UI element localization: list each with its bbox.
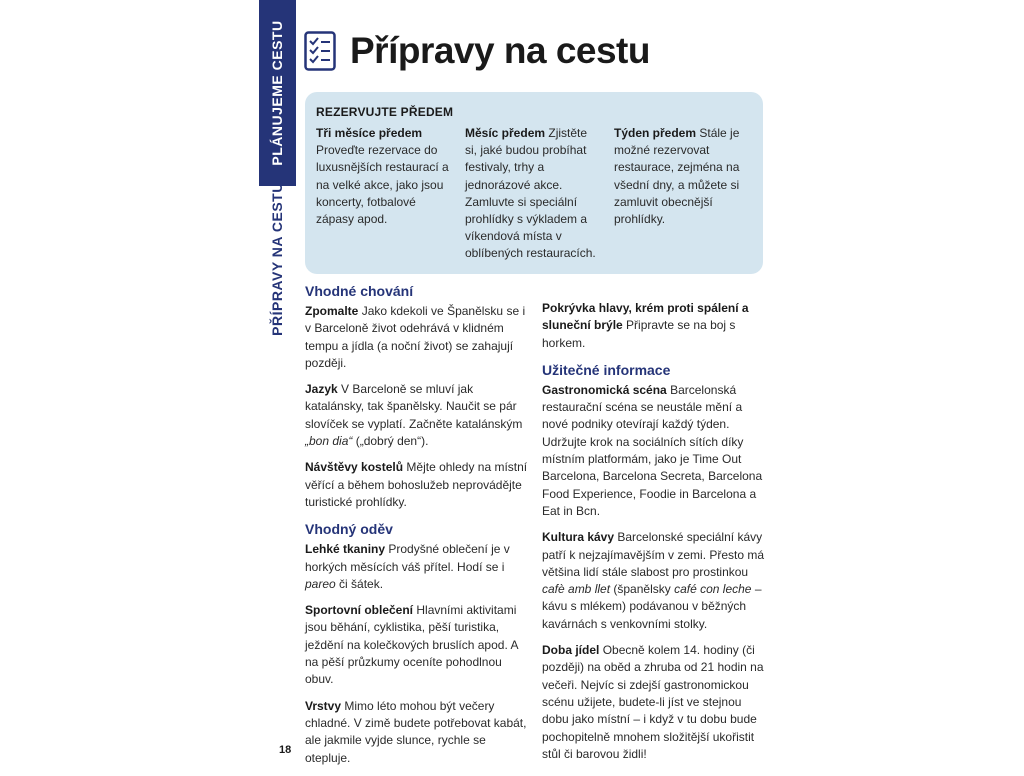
clothing-item [542, 300, 767, 352]
behavior-heading: Vhodné chování [305, 283, 414, 299]
left-column [305, 282, 528, 776]
item-lead: Návštěvy kostelů [305, 460, 404, 475]
item-lead: Sportovní oblečení [305, 603, 414, 618]
item-text: Barcelonská restaurační scéna se neustále mění a nové podniky otevírají každý týden. Udržujte krok na sociálních sítích díky místním platformám, jako je Time Out Barcelona, Barcelona Secreta, Barcelona Food Experience, Foodie in Barcelona a Eat in Bcn. [542, 382, 763, 518]
item-tail: – kávu s mlékem) podávanou v běžných kavárnách s venkovními stolky. [542, 582, 762, 631]
booking-heading: REZERVUJTE PŘEDEM [316, 105, 454, 119]
item-tail: či šátek. [339, 576, 384, 591]
booking-item-lead: Měsíc předem [465, 126, 546, 140]
info-heading: Užitečné informace [542, 361, 671, 378]
item-text: Obecně kolem 14. hodiny (či později) na oběd a zhruba od 21 hodin na večeři. Nejvíc si zdejší gastronomickou scénu užijete, budete-li jíst ve stejnou dobu jako místní – i když v tu dobu bude pochopitelně mnohem složitější ukořistit stůl či barovou židli! [542, 643, 764, 761]
booking-item-lead: Týden předem [614, 126, 697, 140]
item-lead: Kultura kávy [542, 530, 615, 545]
booking-item [614, 125, 749, 263]
item-lead: Vrstvy [305, 698, 342, 713]
booking-item-text: Proveďte rezervace do luxusnějších restaurací a na velké akce, jako jsou koncerty, fotbalové zápasy apod. [316, 143, 449, 227]
item-italic-2: café con leche [674, 582, 752, 597]
booking-item-text: Zjistěte si, jaké budou probíhat festivaly, trhy a jednorázové akce. Zamluvte si speciální prohlídky s výkladem a víkendová místa v oblíbených restauracích. [465, 126, 596, 261]
item-text: Hlavními aktivitami jsou běhání, cyklistika, pěší turistika, ježdění na kolečkových bruslích apod. A na pěší průzkumy oceníte pohodlnou obuv. [305, 603, 518, 687]
item-lead: Zpomalte [305, 304, 359, 318]
right-column [542, 300, 767, 772]
booking-box [305, 92, 763, 274]
item-lead: Lehké tkaniny [305, 542, 386, 557]
item-text: Barcelonské speciální kávy patří k nejzajímavějším v zemi. Přesto má většina lidí stále slabost pro prostinkou [542, 530, 765, 579]
booking-item-lead: Tři měsíce předem [316, 126, 423, 140]
info-item [542, 529, 767, 633]
checklist-icon [304, 31, 336, 71]
item-text: Jako kdekoli ve Španělsku se i v Barceloně život odehrává v klidném tempu a jídla (a noční život) se zahajují později. [305, 304, 526, 370]
info-item [542, 382, 767, 520]
item-lead: Doba jídel [542, 643, 600, 658]
booking-item [316, 125, 451, 263]
page-number: 18 [279, 744, 292, 756]
clothing-item [305, 698, 528, 767]
page-title: Přípravy na cestu [350, 30, 650, 71]
clothing-heading: Vhodný oděv [305, 521, 393, 538]
item-mid: (španělsky [613, 582, 671, 597]
behavior-item [305, 459, 528, 511]
item-italic: „bon dia“ [305, 434, 353, 449]
item-italic: cafè amb llet [542, 582, 611, 597]
item-text: Mějte ohledy na místní věřící a během bohoslužeb neprovádějte turistické prohlídky. [305, 460, 528, 509]
item-tail: („dobrý den“). [355, 434, 429, 449]
booking-item [465, 125, 600, 263]
item-lead: Gastronomická scéna [542, 382, 667, 397]
item-text: Mimo léto mohou být večery chladné. V zimě budete potřebovat kabát, ale jakmile vyjde slunce, rychle se otepluje. [305, 698, 527, 765]
booking-item-text: Stále je možné rezervovat restaurace, zejména na všední dny, a můžete si zamluvit obecnější prohlídky. [614, 126, 740, 227]
clothing-item [305, 602, 528, 688]
item-text: Prodyšné oblečení je v horkých měsících váš přítel. Hodí se i [305, 542, 510, 574]
item-lead: Jazyk [305, 382, 338, 397]
chapter-tab-label: PŘÍPRAVY NA CESTU [269, 182, 285, 336]
behavior-item [305, 381, 528, 450]
behavior-item [305, 303, 528, 372]
section-tab-label: PLÁNUJEME CESTU [269, 20, 285, 166]
info-item [542, 642, 767, 763]
item-text: V Barceloně se mluví jak katalánsky, tak španělsky. Naučit se pár slovíček se vyplatí. Začněte katalánským [305, 382, 523, 431]
item-lead: Pokrývka hlavy, krém proti spálení a sluneční brýle [542, 301, 749, 333]
item-text: Připravte se na boj s horkem. [542, 318, 736, 350]
item-italic: pareo [305, 576, 336, 591]
clothing-item [305, 541, 528, 593]
